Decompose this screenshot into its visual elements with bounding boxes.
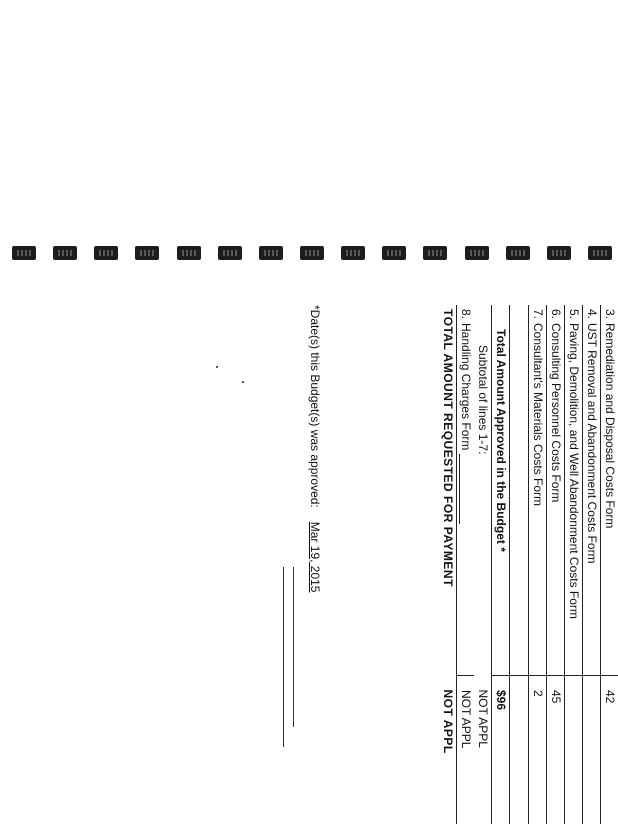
binder-hole [506, 246, 530, 260]
approval-date-label: *Date(s) this Budget(s) was approved: [308, 305, 322, 508]
binder-hole [341, 246, 365, 260]
line-number: 3. [603, 309, 616, 323]
line-label: Handling Charges Form [459, 323, 473, 450]
approval-date-value: Mar 19, 2015 [308, 522, 322, 593]
binder-hole [547, 246, 571, 260]
budget-total-row [492, 305, 510, 824]
budget-total-amount: $96 [492, 676, 510, 824]
binder-hole [465, 246, 489, 260]
rotated-cost-summary [278, 305, 618, 805]
binder-hole [259, 246, 283, 260]
binder-hole [12, 246, 36, 260]
line-label: Consultant's Materials Costs Form [531, 323, 545, 506]
line-label: Remediation and Disposal Costs Form [603, 323, 617, 528]
scan-speck [242, 381, 244, 383]
subtotal-amount: NOT APPL [474, 676, 492, 824]
scan-speck [216, 366, 218, 368]
line-number: 7. [531, 309, 544, 323]
table-row [547, 305, 565, 824]
binder-hole [218, 246, 242, 260]
binder-hole [423, 246, 447, 260]
signature-line [293, 567, 294, 727]
line-label: Consulting Personnel Costs Form [549, 323, 563, 502]
budget-total-label: Total Amount Approved in the Budget * [492, 305, 510, 676]
handling-row [457, 305, 475, 824]
binder-hole [382, 246, 406, 260]
binder-hole [300, 246, 324, 260]
line-number: 4. [585, 309, 598, 323]
line-amount [565, 676, 583, 824]
binder-hole [135, 246, 159, 260]
line-amount: 2 [529, 676, 547, 824]
subtotal-label: Subtotal of lines 1-7: [474, 305, 492, 676]
binder-hole [177, 246, 201, 260]
line-label: UST Removal and Abandonment Costs Form [585, 323, 599, 564]
line-amount: 45 [547, 676, 565, 824]
table-row [583, 305, 601, 824]
blank-row [510, 305, 529, 824]
binder-hole [53, 246, 77, 260]
binder-hole [94, 246, 118, 260]
line-amount: 42 [601, 676, 618, 824]
signature-line [283, 567, 284, 747]
table-row [601, 305, 618, 824]
total-row [439, 305, 457, 824]
line-number: 8. [459, 309, 472, 323]
handling-amount: NOT APPL [457, 676, 475, 824]
subtotal-row [474, 305, 492, 824]
table-row [529, 305, 547, 824]
cost-summary-table [439, 305, 618, 824]
approval-date-line [308, 305, 322, 805]
line-amount [583, 676, 601, 824]
line-number: 6. [549, 309, 562, 323]
binder-hole [588, 246, 612, 260]
total-label: TOTAL AMOUNT REQUESTED FOR PAYMENT [439, 305, 457, 676]
line-label: Paving, Demolition, and Well Abandonment Costs Form [567, 323, 581, 619]
total-amount: NOT APPL [439, 676, 457, 824]
binder-hole-strip [12, 244, 612, 262]
table-row [565, 305, 583, 824]
line-number: 5. [567, 309, 580, 323]
entry-rule [459, 454, 470, 524]
